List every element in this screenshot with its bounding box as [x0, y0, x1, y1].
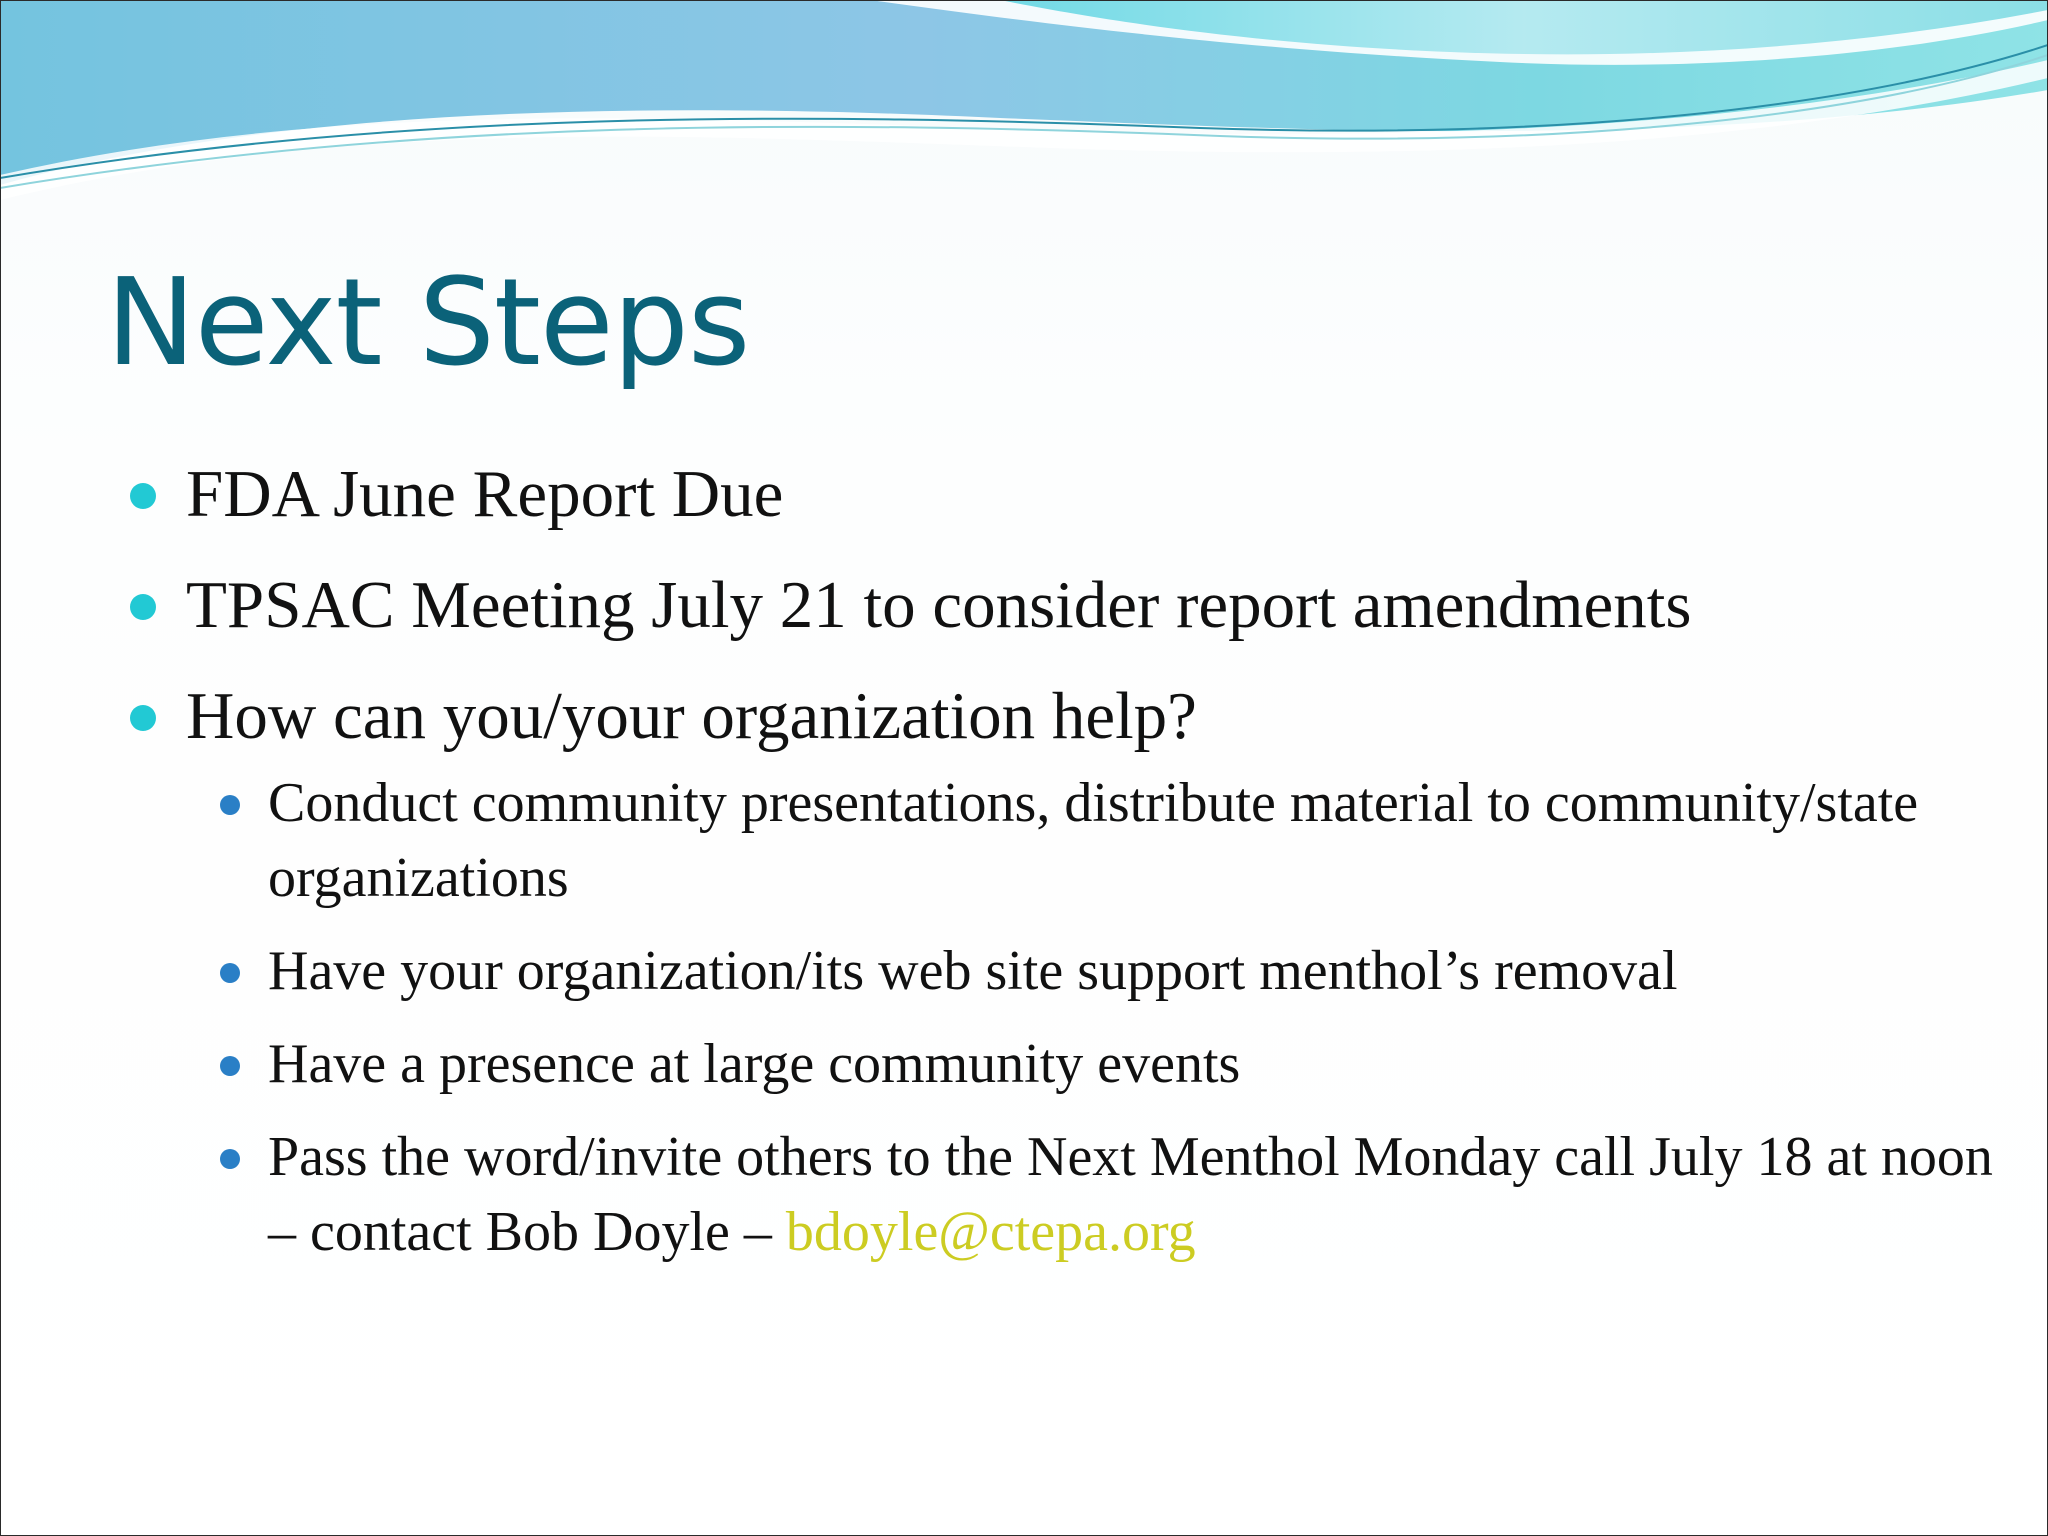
sub-bullet-text: Pass the word/invite others to the Next Menthol Monday call July 18 at noon – contact Bob Doyle – — [268, 1126, 1993, 1263]
contact-email-link[interactable]: bdoyle@ctepa.org — [785, 1201, 1196, 1263]
sub-bullet-list — [186, 766, 2008, 1270]
bullet-text: How can you/your organization help? — [186, 679, 1197, 753]
sub-bullet-item — [186, 766, 2008, 916]
slide-title: Next Steps — [106, 254, 750, 393]
sub-bullet-item — [186, 934, 2008, 1009]
bullet-item — [128, 561, 2008, 649]
bullet-item — [128, 672, 2008, 1270]
sub-bullet-item — [186, 1120, 2008, 1270]
sub-bullet-item — [186, 1027, 2008, 1102]
bullet-item — [128, 450, 2008, 538]
bullet-list — [128, 450, 2008, 1293]
decorative-wave-header — [0, 0, 2048, 240]
sub-bullet-text: Conduct community presentations, distribute material to community/state organizations — [268, 772, 1919, 909]
bullet-text: TPSAC Meeting July 21 to consider report amendments — [186, 568, 1692, 642]
sub-bullet-text: Have a presence at large community events — [268, 1033, 1241, 1095]
sub-bullet-text: Have your organization/its web site support menthol’s removal — [268, 940, 1678, 1002]
bullet-text: FDA June Report Due — [186, 457, 784, 531]
